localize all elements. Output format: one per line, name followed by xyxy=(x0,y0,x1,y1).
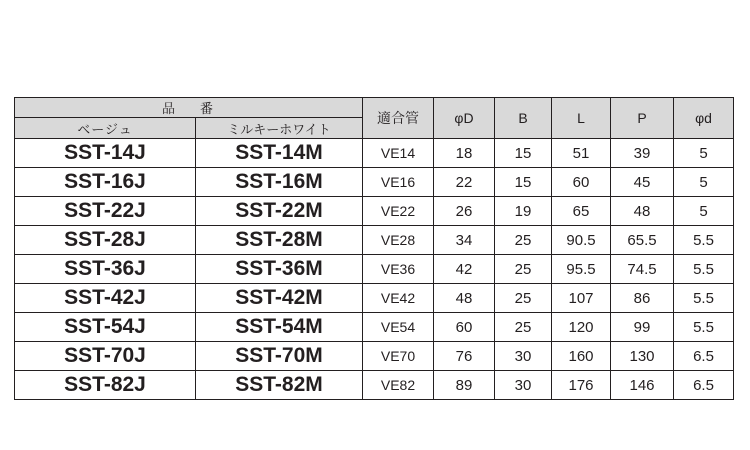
cell-l: 120 xyxy=(552,313,611,342)
cell-dd: 5 xyxy=(674,168,734,197)
cell-b: 30 xyxy=(495,342,552,371)
table-row xyxy=(15,371,734,400)
cell-beige: SST-22J xyxy=(15,197,196,226)
header-color-beige: ベージュ xyxy=(15,118,196,139)
table-body xyxy=(15,139,734,400)
cell-pipe: VE14 xyxy=(363,139,434,168)
table-row xyxy=(15,342,734,371)
specification-table xyxy=(14,97,734,400)
header-phi-d-small: φd xyxy=(674,98,734,139)
table-head xyxy=(15,98,734,139)
cell-beige: SST-54J xyxy=(15,313,196,342)
cell-milky: SST-42M xyxy=(196,284,363,313)
table-row xyxy=(15,139,734,168)
cell-pipe: VE54 xyxy=(363,313,434,342)
table-row xyxy=(15,226,734,255)
cell-b: 15 xyxy=(495,168,552,197)
table-row xyxy=(15,255,734,284)
cell-l: 160 xyxy=(552,342,611,371)
cell-milky: SST-70M xyxy=(196,342,363,371)
header-l: L xyxy=(552,98,611,139)
cell-p: 99 xyxy=(611,313,674,342)
cell-p: 74.5 xyxy=(611,255,674,284)
cell-p: 45 xyxy=(611,168,674,197)
cell-dd: 5 xyxy=(674,139,734,168)
cell-milky: SST-14M xyxy=(196,139,363,168)
cell-beige: SST-16J xyxy=(15,168,196,197)
cell-dd: 6.5 xyxy=(674,371,734,400)
cell-d: 26 xyxy=(434,197,495,226)
cell-b: 19 xyxy=(495,197,552,226)
cell-beige: SST-28J xyxy=(15,226,196,255)
cell-pipe: VE16 xyxy=(363,168,434,197)
cell-b: 25 xyxy=(495,226,552,255)
cell-pipe: VE82 xyxy=(363,371,434,400)
cell-beige: SST-36J xyxy=(15,255,196,284)
cell-b: 25 xyxy=(495,255,552,284)
cell-d: 76 xyxy=(434,342,495,371)
cell-b: 15 xyxy=(495,139,552,168)
table-row xyxy=(15,168,734,197)
header-b: B xyxy=(495,98,552,139)
cell-l: 90.5 xyxy=(552,226,611,255)
cell-beige: SST-82J xyxy=(15,371,196,400)
cell-milky: SST-54M xyxy=(196,313,363,342)
cell-p: 65.5 xyxy=(611,226,674,255)
cell-l: 107 xyxy=(552,284,611,313)
cell-milky: SST-16M xyxy=(196,168,363,197)
cell-dd: 6.5 xyxy=(674,342,734,371)
header-group-model-number: 品 番 xyxy=(15,98,363,118)
cell-p: 130 xyxy=(611,342,674,371)
header-row-top xyxy=(15,98,734,118)
cell-b: 30 xyxy=(495,371,552,400)
cell-pipe: VE70 xyxy=(363,342,434,371)
cell-dd: 5.5 xyxy=(674,255,734,284)
cell-milky: SST-36M xyxy=(196,255,363,284)
cell-beige: SST-70J xyxy=(15,342,196,371)
cell-b: 25 xyxy=(495,313,552,342)
cell-l: 51 xyxy=(552,139,611,168)
cell-b: 25 xyxy=(495,284,552,313)
cell-d: 34 xyxy=(434,226,495,255)
cell-pipe: VE36 xyxy=(363,255,434,284)
cell-d: 42 xyxy=(434,255,495,284)
cell-p: 86 xyxy=(611,284,674,313)
header-p: P xyxy=(611,98,674,139)
cell-d: 60 xyxy=(434,313,495,342)
cell-beige: SST-42J xyxy=(15,284,196,313)
cell-dd: 5.5 xyxy=(674,284,734,313)
cell-d: 89 xyxy=(434,371,495,400)
cell-pipe: VE42 xyxy=(363,284,434,313)
cell-pipe: VE28 xyxy=(363,226,434,255)
cell-p: 39 xyxy=(611,139,674,168)
table-row xyxy=(15,313,734,342)
cell-l: 176 xyxy=(552,371,611,400)
cell-d: 48 xyxy=(434,284,495,313)
cell-milky: SST-22M xyxy=(196,197,363,226)
cell-dd: 5.5 xyxy=(674,313,734,342)
cell-d: 18 xyxy=(434,139,495,168)
table-row xyxy=(15,284,734,313)
cell-p: 146 xyxy=(611,371,674,400)
header-phi-d: φD xyxy=(434,98,495,139)
header-color-milky-white: ミルキーホワイト xyxy=(196,118,363,139)
cell-l: 60 xyxy=(552,168,611,197)
cell-dd: 5 xyxy=(674,197,734,226)
cell-l: 65 xyxy=(552,197,611,226)
cell-dd: 5.5 xyxy=(674,226,734,255)
table-row xyxy=(15,197,734,226)
cell-beige: SST-14J xyxy=(15,139,196,168)
cell-p: 48 xyxy=(611,197,674,226)
cell-l: 95.5 xyxy=(552,255,611,284)
cell-pipe: VE22 xyxy=(363,197,434,226)
cell-milky: SST-82M xyxy=(196,371,363,400)
cell-d: 22 xyxy=(434,168,495,197)
header-pipe: 適合管 xyxy=(363,98,434,139)
cell-milky: SST-28M xyxy=(196,226,363,255)
